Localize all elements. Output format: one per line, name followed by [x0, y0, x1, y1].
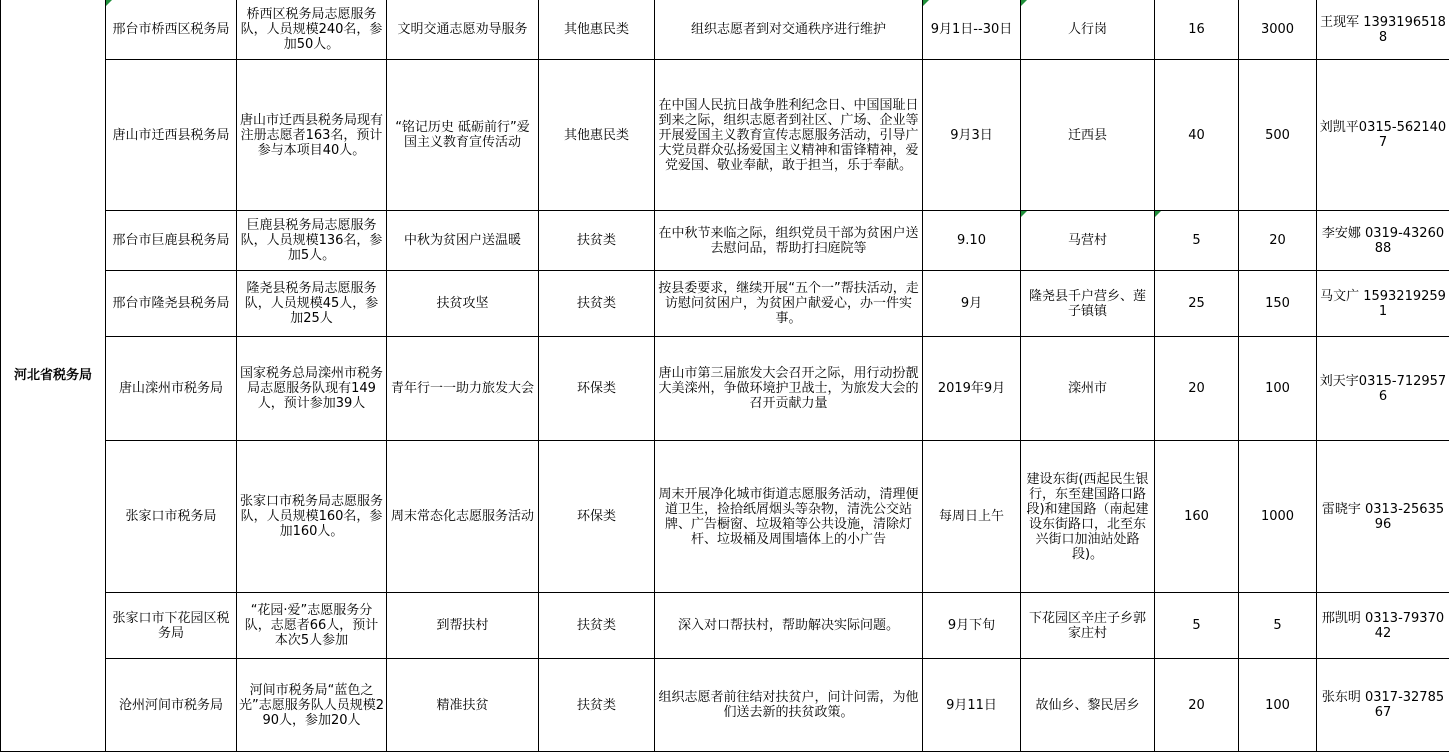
volunteers-cell[interactable]: 40	[1155, 60, 1239, 211]
time-cell[interactable]: 9.10	[923, 211, 1021, 271]
category-cell[interactable]: 其他惠民类	[539, 60, 655, 211]
place-cell[interactable]: 马营村	[1021, 211, 1155, 271]
volunteers-cell[interactable]: 5	[1155, 593, 1239, 659]
unit-cell[interactable]: 张家口市税务局	[106, 441, 237, 593]
project-cell[interactable]: 精准扶贫	[387, 659, 539, 752]
table-row[interactable]	[1, 60, 1449, 211]
table-row[interactable]	[1, 0, 1449, 60]
volunteers-cell[interactable]: 160	[1155, 441, 1239, 593]
comment-marker-icon	[1021, 211, 1027, 217]
beneficiaries-cell[interactable]: 3000	[1239, 0, 1317, 60]
unit-cell[interactable]: 张家口市下花园区税务局	[106, 593, 237, 659]
beneficiaries-cell[interactable]: 20	[1239, 211, 1317, 271]
contact-cell[interactable]: 张东明 0317-3278567	[1317, 659, 1449, 752]
time-cell[interactable]: 每周日上午	[923, 441, 1021, 593]
category-cell[interactable]: 扶贫类	[539, 211, 655, 271]
team-cell[interactable]: 桥西区税务局志愿服务队，人员规模240名，参加50人。	[237, 0, 387, 60]
category-cell[interactable]: 扶贫类	[539, 593, 655, 659]
time-cell[interactable]: 9月	[923, 271, 1021, 337]
comment-marker-icon	[1021, 0, 1027, 6]
beneficiaries-cell[interactable]: 1000	[1239, 441, 1317, 593]
time-cell[interactable]: 9月11日	[923, 659, 1021, 752]
beneficiaries-cell[interactable]: 500	[1239, 60, 1317, 211]
content-cell[interactable]: 组织志愿者到对交通秩序进行维护	[655, 0, 923, 60]
province-cell[interactable]: 河北省税务局	[1, 0, 106, 752]
volunteers-cell[interactable]: 5	[1155, 211, 1239, 271]
unit-cell[interactable]: 邢台市桥西区税务局	[106, 0, 237, 60]
contact-cell[interactable]: 李安娜 0319-4326088	[1317, 211, 1449, 271]
project-cell[interactable]: “铭记历史 砥砺前行”爱国主义教育宣传活动	[387, 60, 539, 211]
volunteers-cell[interactable]: 20	[1155, 659, 1239, 752]
team-cell[interactable]: 巨鹿县税务局志愿服务队，人员规模136名，参加5人。	[237, 211, 387, 271]
place-cell[interactable]: 故仙乡、黎民居乡	[1021, 659, 1155, 752]
content-cell[interactable]: 按县委要求，继续开展“五个一”帮扶活动，走访慰问贫困户，为贫困户献爱心，办一件实事。	[655, 271, 923, 337]
volunteers-cell[interactable]: 20	[1155, 337, 1239, 441]
category-cell[interactable]: 扶贫类	[539, 271, 655, 337]
table-row[interactable]	[1, 593, 1449, 659]
contact-cell[interactable]: 刘天宇0315-7129576	[1317, 337, 1449, 441]
category-cell[interactable]: 扶贫类	[539, 659, 655, 752]
unit-cell[interactable]: 唐山滦州市税务局	[106, 337, 237, 441]
contact-cell[interactable]: 刘凯平0315-5621407	[1317, 60, 1449, 211]
table-row[interactable]	[1, 337, 1449, 441]
content-cell[interactable]: 在中秋节来临之际，组织党员干部为贫困户送去慰问品，帮助打扫庭院等	[655, 211, 923, 271]
content-cell[interactable]: 组织志愿者前往结对扶贫户，问计问需，为他们送去新的扶贫政策。	[655, 659, 923, 752]
beneficiaries-cell[interactable]: 100	[1239, 659, 1317, 752]
project-cell[interactable]: 青年行一一助力旅发大会	[387, 337, 539, 441]
time-cell[interactable]: 9月1日--30日	[923, 0, 1021, 60]
content-cell[interactable]: 周末开展净化城市街道志愿服务活动，清理便道卫生，捡拾纸屑烟头等杂物，清洗公交站牌、广告橱窗、垃圾箱等公共设施，清除灯杆、垃圾桶及周围墙体上的小广告	[655, 441, 923, 593]
place-cell[interactable]: 滦州市	[1021, 337, 1155, 441]
place-cell[interactable]: 建设东街(西起民生银行，东至建国路口路段)和建国路（南起建设东街路口，北至东兴街口加油站处路段)。	[1021, 441, 1155, 593]
project-cell[interactable]: 到帮扶村	[387, 593, 539, 659]
category-cell[interactable]: 环保类	[539, 337, 655, 441]
content-cell[interactable]: 唐山市第三届旅发大会召开之际，用行动扮靓大美滦州，争做环境护卫战士，为旅发大会的召开贡献力量	[655, 337, 923, 441]
unit-cell[interactable]: 沧州河间市税务局	[106, 659, 237, 752]
unit-cell[interactable]: 邢台市巨鹿县税务局	[106, 211, 237, 271]
beneficiaries-cell[interactable]: 5	[1239, 593, 1317, 659]
project-cell[interactable]: 扶贫攻坚	[387, 271, 539, 337]
category-cell[interactable]: 环保类	[539, 441, 655, 593]
content-cell[interactable]: 深入对口帮扶村，帮助解决实际问题。	[655, 593, 923, 659]
table-row[interactable]	[1, 659, 1449, 752]
project-cell[interactable]: 周末常态化志愿服务活动	[387, 441, 539, 593]
volunteers-cell[interactable]: 16	[1155, 0, 1239, 60]
beneficiaries-cell[interactable]: 150	[1239, 271, 1317, 337]
place-cell[interactable]: 隆尧县千户营乡、莲子镇镇	[1021, 271, 1155, 337]
place-cell[interactable]: 人行岗	[1021, 0, 1155, 60]
project-cell[interactable]: 中秋为贫困户送温暖	[387, 211, 539, 271]
contact-cell[interactable]: 雷晓宇 0313-2563596	[1317, 441, 1449, 593]
table-row[interactable]	[1, 271, 1449, 337]
contact-cell[interactable]: 王现军 13931965188	[1317, 0, 1449, 60]
unit-cell[interactable]: 邢台市隆尧县税务局	[106, 271, 237, 337]
volunteers-cell[interactable]: 25	[1155, 271, 1239, 337]
place-cell[interactable]: 下花园区辛庄子乡郭家庄村	[1021, 593, 1155, 659]
unit-cell[interactable]: 唐山市迁西县税务局	[106, 60, 237, 211]
comment-marker-icon	[1155, 211, 1161, 217]
team-cell[interactable]: 隆尧县税务局志愿服务队，人员规模45人，参加25人	[237, 271, 387, 337]
category-cell[interactable]: 其他惠民类	[539, 0, 655, 60]
team-cell[interactable]: “花园·爱”志愿服务分队，志愿者66人，预计本次5人参加	[237, 593, 387, 659]
content-cell[interactable]: 在中国人民抗日战争胜利纪念日、中国国耻日到来之际，组织志愿者到社区、广场、企业等开展爱国主义教育宣传志愿服务活动，引导广大党员群众弘扬爱国主义精神和雷锋精神，爱党爱国、敬业奉献，敢于担当，乐于奉献。	[655, 60, 923, 211]
time-cell[interactable]: 9月3日	[923, 60, 1021, 211]
comment-marker-icon	[106, 0, 112, 6]
contact-cell[interactable]: 马文广 15932192591	[1317, 271, 1449, 337]
time-cell[interactable]: 9月下旬	[923, 593, 1021, 659]
contact-cell[interactable]: 邢凯明 0313-7937042	[1317, 593, 1449, 659]
table-row[interactable]	[1, 211, 1449, 271]
beneficiaries-cell[interactable]: 100	[1239, 337, 1317, 441]
team-cell[interactable]: 张家口市税务局志愿服务队，人员规模160名，参加160人。	[237, 441, 387, 593]
place-cell[interactable]: 迁西县	[1021, 60, 1155, 211]
time-cell[interactable]: 2019年9月	[923, 337, 1021, 441]
table-row[interactable]	[1, 441, 1449, 593]
team-cell[interactable]: 国家税务总局滦州市税务局志愿服务队现有149人，预计参加39人	[237, 337, 387, 441]
comment-marker-icon	[923, 0, 929, 6]
project-cell[interactable]: 文明交通志愿劝导服务	[387, 0, 539, 60]
team-cell[interactable]: 河间市税务局“蓝色之光”志愿服务队人员规模290人，参加20人	[237, 659, 387, 752]
team-cell[interactable]: 唐山市迁西县税务局现有注册志愿者163名，预计参与本项目40人。	[237, 60, 387, 211]
